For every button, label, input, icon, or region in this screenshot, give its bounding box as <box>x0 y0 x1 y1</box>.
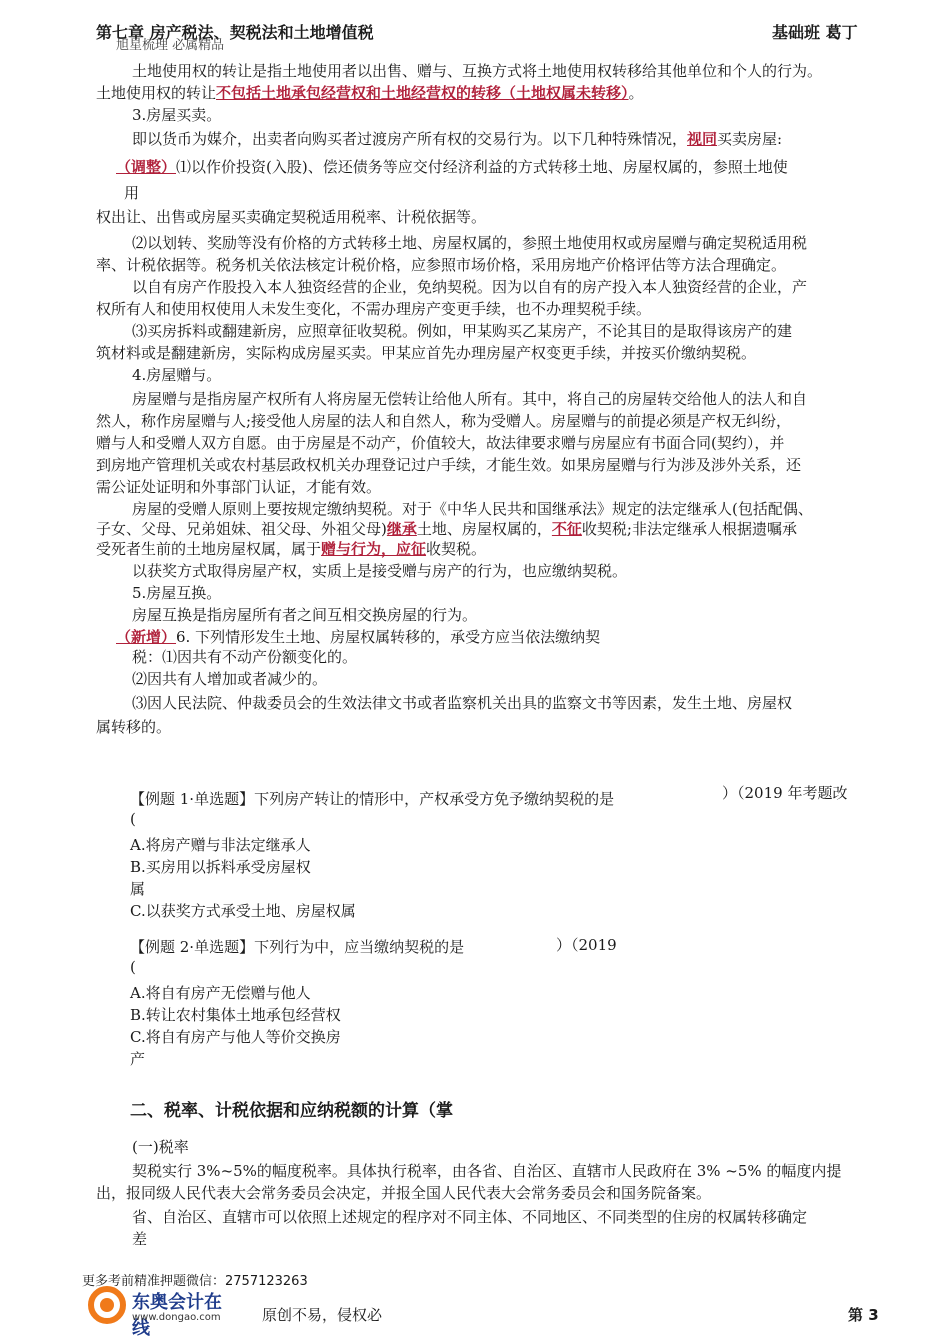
section-title: 4.房屋赠与。 <box>132 366 222 384</box>
highlight-text: 视同 <box>687 130 718 148</box>
example-paren: ( <box>130 810 136 828</box>
paragraph: 以获奖方式取得房屋产权，实质上是接受赠与房产的行为，也应缴纳契税。 <box>132 562 628 580</box>
paragraph: 到房地产管理机关或农村基层政权机关办理登记过户手续，才能生效。如果房屋赠与行为涉及涉外关系，还 <box>96 456 802 474</box>
paragraph: ⑶因人民法院、仲裁委员会的生效法律文书或者监察机关出具的监察文书等因素，发生土地、房屋权 <box>132 694 793 712</box>
paragraph: 赠与人和受赠人双方自愿。由于房屋是不动产，价值较大，故法律要求赠与房屋应有书面合同(契约），并 <box>96 434 785 452</box>
example-tail: ）（2019 年考题改 <box>722 784 848 802</box>
paragraph: 房屋赠与是指房屋产权所有人将房屋无偿转让给他人所有。其中，将自己的房屋转交给他人的法人和自 <box>132 390 808 408</box>
paragraph: 子女、父母、兄弟姐妹、祖父母、外祖父母)继承土地、房屋权属的，不征收契税;非法定继承人根据遗嘱承 <box>96 520 797 538</box>
paragraph: 税：⑴因共有不动产份额变化的。 <box>132 648 358 666</box>
logo-name: 东奥会计在线 <box>132 1292 222 1339</box>
paragraph: 房屋的受赠人原则上要按规定缴纳契税。对于《中华人民共和国继承法》规定的法定继承人(包括配偶、 <box>132 500 813 518</box>
paragraph: ⑶买房拆料或翻建新房，应照章征收契税。例如，甲某购买乙某房产，不论其目的是取得该房产的建 <box>132 322 793 340</box>
paragraph: 出，报同级人民代表大会常务委员会决定，并报全国人民代表大会常务委员会和国务院备案。 <box>96 1184 712 1202</box>
paragraph: 需公证处证明和外事部门认证，才能有效。 <box>96 478 382 496</box>
paragraph: 契税实行 3%~5%的幅度税率。具体执行税率，由各省、自治区、直辖市人民政府在 3% ~5% 的幅度内提 <box>132 1162 842 1180</box>
paragraph: 率、计税依据等。税务机关依法核定计税价格，应参照市场价格，采用房地产价格评估等方法合理确定。 <box>96 256 787 274</box>
page-number: 第 3 <box>848 1306 879 1324</box>
option-c: C.将自有房产与他人等价交换房 <box>130 1028 341 1046</box>
section-title: 3.房屋买卖。 <box>132 106 222 124</box>
paragraph: （新增）6. 下列情形发生土地、房屋权属转移的，承受方应当依法缴纳契 <box>116 628 601 646</box>
section-title: 5.房屋互换。 <box>132 584 222 602</box>
option-c-cont: 产 <box>130 1050 146 1068</box>
option-c: C.以获奖方式承受土地、房屋权属 <box>130 902 356 920</box>
subsection-title: (一)税率 <box>132 1138 189 1156</box>
paragraph: 权出让、出售或房屋买卖确定契税适用税率、计税依据等。 <box>96 208 487 226</box>
example-stem: 【例题 2·单选题】下列行为中，应当缴纳契税的是 <box>130 938 465 956</box>
example-paren: ( <box>130 958 136 976</box>
paragraph: 筑材料或是翻建新房，实际构成房屋买卖。甲某应首先办理房屋产权变更手续，并按买价缴纳契税。 <box>96 344 757 362</box>
chapter-title: 第七章 房产税法、契税法和土地增值税 <box>96 23 374 42</box>
course-label: 基础班 葛丁 <box>772 23 858 42</box>
logo-url: www.dongao.com <box>132 1312 221 1323</box>
paragraph: 权所有人和使用权使用人未发生变化，不需办理房产变更手续，也不办理契税手续。 <box>96 300 652 318</box>
paragraph: 受死者生前的土地房屋权属，属于赠与行为，应征收契税。 <box>96 540 487 558</box>
option-b: B.买房用以拆料承受房屋权 <box>130 858 311 876</box>
paragraph: 以自有房产作股投入本人独资经营的企业，免纳契税。因为以自有的房产投入本人独资经营的企业，产 <box>132 278 808 296</box>
paragraph: 用 <box>124 184 140 202</box>
paragraph: （调整）⑴以作价投资(入股)、偿还债务等应交付经济利益的方式转移土地、房屋权属的，参照土地使 <box>116 158 788 176</box>
paragraph: 然人，称作房屋赠与人;接受他人房屋的法人和自然人，称为受赠人。房屋赠与的前提必须是产权无纠纷， <box>96 412 792 430</box>
highlight-text: 不包括土地承包经营权和土地经营权的转移（土地权属未转移） <box>216 84 629 102</box>
tag-adjust: （调整） <box>116 158 177 176</box>
watermark-text: 旭星梳理 必属精品 <box>116 38 225 53</box>
option-b-cont: 属 <box>130 880 146 898</box>
copyright-notice: 原创不易，侵权必 <box>262 1306 383 1324</box>
paragraph: 即以货币为媒介，出卖者向购买者过渡房产所有权的交易行为。以下几种特殊情况，视同买卖房屋: <box>132 130 783 148</box>
paragraph: 属转移的。 <box>96 718 172 736</box>
section-heading: 二、税率、计税依据和应纳税额的计算（掌 <box>130 1101 453 1121</box>
example-tail: ）（2019 <box>556 936 617 954</box>
paragraph: 土地使用权的转让是指土地使用者以出售、赠与、互换方式将土地使用权转移给其他单位和个人的行为。 <box>132 62 823 80</box>
option-a: A.将房产赠与非法定继承人 <box>130 836 311 854</box>
highlight-text: 继承 <box>386 520 417 538</box>
option-a: A.将自有房产无偿赠与他人 <box>130 984 311 1002</box>
paragraph: 房屋互换是指房屋所有者之间互相交换房屋的行为。 <box>132 606 478 624</box>
paragraph: ⑵以划转、奖励等没有价格的方式转移土地、房屋权属的，参照土地使用权或房屋赠与确定契税适用税 <box>132 234 808 252</box>
paragraph: 土地使用权的转让不包括土地承包经营权和土地经营权的转移（土地权属未转移）。 <box>96 84 644 102</box>
tag-new: （新增） <box>116 628 177 646</box>
paragraph: ⑵因共有人增加或者减少的。 <box>132 670 328 688</box>
option-b: B.转让农村集体土地承包经营权 <box>130 1006 341 1024</box>
paragraph: 省、自治区、直辖市可以依照上述规定的程序对不同主体、不同地区、不同类型的住房的权属转移确定 <box>132 1208 808 1226</box>
company-logo <box>88 1284 238 1339</box>
paragraph: 差 <box>132 1230 148 1248</box>
wechat-contact: 更多考前精准押题微信：2757123263 <box>82 1274 308 1289</box>
highlight-text: 赠与行为，应征 <box>321 540 427 558</box>
highlight-text: 不征 <box>551 520 582 538</box>
example-stem: 【例题 1·单选题】下列房产转让的情形中，产权承受方免予缴纳契税的是 <box>130 790 615 808</box>
